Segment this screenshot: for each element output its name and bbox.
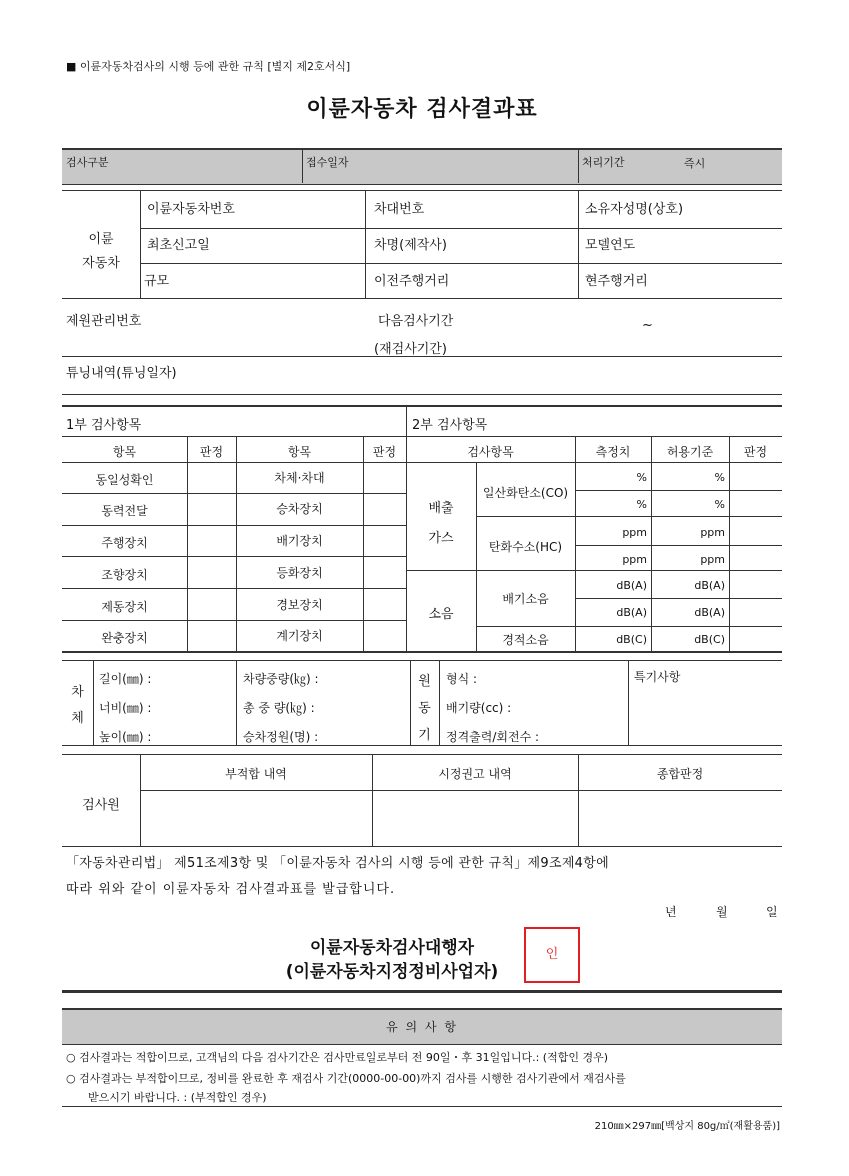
period-tilde: ~ (642, 318, 653, 333)
noise-group-label: 소음 (428, 607, 454, 622)
part1-item: 승차장치 (276, 502, 323, 516)
part1-item: 계기장치 (276, 629, 323, 643)
hc-measured-unit: ppm (622, 526, 647, 539)
part1-item: 완충장치 (101, 631, 148, 645)
length-label: 길이(㎜) : (99, 672, 152, 686)
part1-title: 1부 검사항목 (66, 418, 142, 433)
height-label: 높이(㎜) : (99, 730, 152, 744)
hc-limit-unit: ppm (700, 553, 725, 566)
engine-group-label: 원 동 기 (418, 674, 431, 743)
co-measured-unit: % (636, 471, 647, 484)
issuer-name: 이륜자동차검사대행자 (309, 938, 475, 958)
part1-item: 동일성확인 (95, 473, 154, 487)
co-limit-unit: % (714, 498, 725, 511)
note-item-2: ○ 검사결과는 부적합이므로, 정비를 완료한 후 재검사 기간(0000-00-00)까지 검사를 시행한 검사기관에서 재검사를 (66, 1072, 626, 1085)
current-mileage-label: 현주행거리 (585, 274, 648, 289)
capacity-label: 승차정원(명) : (243, 730, 319, 744)
part1-item: 차체·차대 (274, 471, 325, 485)
part1-item: 조향장치 (101, 568, 148, 582)
co-label: 일산화탄소(CO) (482, 486, 569, 500)
hc-limit-unit: ppm (700, 526, 725, 539)
owner-name-label: 소유자성명(상호) (585, 202, 684, 217)
co-measured-unit: % (636, 498, 647, 511)
inspection-type-label: 검사구분 (66, 156, 109, 169)
statement-line-2: 따라 위와 같이 이륜자동차 검사결과표를 발급합니다. (66, 882, 396, 897)
seal-box (524, 927, 580, 983)
exhaust-noise-limit-unit: dB(A) (694, 579, 725, 592)
date-year-label: 년 (665, 905, 677, 919)
correction-header: 시정권고 내역 (438, 767, 512, 781)
exhaust-noise-measured-unit: dB(A) (616, 579, 647, 592)
gross-weight-label: 총 중 량(㎏) : (243, 701, 315, 715)
part1-col-judge-left: 판정 (199, 445, 224, 459)
exhaust-noise-limit-unit: dB(A) (694, 606, 725, 619)
part1-item: 배기장치 (276, 534, 323, 548)
statement-line-1: 「자동차관리법」 제51조제3항 및 「이륜자동차 검사의 시행 등에 관한 규칙」제9조제4항에 (66, 856, 609, 871)
form-reference: ■ 이륜자동차검사의 시행 등에 관한 규칙 [별지 제2호서식] (66, 60, 351, 73)
part2-col-item: 검사항목 (467, 445, 514, 459)
reg-number-label: 이륜자동차번호 (147, 202, 235, 217)
note-item-2-cont: 받으시기 바랍니다. : (부적합인 경우) (88, 1091, 267, 1104)
notes-title: 유 의 사 항 (386, 1020, 458, 1034)
remarks-label: 특기사항 (634, 670, 681, 684)
part1-col-item-right: 항목 (287, 445, 312, 459)
hc-label: 탄화수소(HC) (488, 540, 563, 554)
part1-item: 경보장치 (276, 598, 323, 612)
co-limit-unit: % (714, 471, 725, 484)
processing-period-value: 즉시 (684, 157, 706, 170)
part2-col-measured: 측정치 (595, 445, 631, 459)
notes-header (62, 1008, 782, 1045)
frame-number-label: 차대번호 (374, 202, 425, 217)
note-item-1: ○ 검사결과는 적합이므로, 고객님의 다음 검사기간은 검사만료일로부터 전 90일・후 31일입니다.: (적합인 경우) (66, 1051, 608, 1064)
spec-number-label: 제원관리번호 (66, 314, 142, 329)
issuer-subtitle: (이륜자동차지정정비사업자) (285, 962, 499, 982)
recheck-period-label: (재검사기간) (374, 342, 447, 357)
inspector-label: 검사원 (82, 798, 120, 813)
exhaust-noise-measured-unit: dB(A) (616, 606, 647, 619)
paper-spec: 210㎜×297㎜[백상지 80g/㎡(재활용품)] (594, 1121, 780, 1132)
prev-mileage-label: 이전주행거리 (374, 274, 450, 289)
date-day-label: 일 (766, 905, 778, 919)
horn-noise-label: 경적소음 (502, 633, 549, 647)
overall-judgment-header: 종합판정 (656, 767, 704, 781)
model-year-label: 모델연도 (585, 238, 636, 253)
next-inspection-period-label: 다음검사기간 (378, 314, 454, 329)
part1-item: 주행장치 (101, 536, 148, 550)
model-name-label: 차명(제작사) (374, 238, 447, 253)
hc-measured-unit: ppm (622, 553, 647, 566)
vehicle-group-label: 이륜 자동차 (82, 232, 120, 271)
nonconformity-header: 부적합 내역 (225, 767, 287, 781)
page-title: 이륜자동차 검사결과표 (306, 97, 538, 122)
rated-output-label: 정격출력/회전수 : (446, 730, 540, 744)
horn-noise-limit-unit: dB(C) (694, 633, 725, 646)
part1-col-item-left: 항목 (112, 445, 137, 459)
processing-period-label: 처리기간 (582, 156, 625, 169)
exhaust-noise-label: 배기소음 (502, 592, 549, 606)
vehicle-weight-label: 차량중량(㎏) : (243, 672, 319, 686)
body-group-label: 차 체 (71, 685, 84, 726)
part1-item: 제동장치 (101, 600, 148, 614)
scale-label: 규모 (144, 274, 170, 289)
part1-item: 동력전달 (101, 504, 148, 518)
top-info-bar (62, 148, 782, 185)
tuning-history-label: 튜닝내역(튜닝일자) (66, 366, 177, 381)
first-report-date-label: 최초신고일 (147, 238, 210, 253)
part2-col-limit: 허용기준 (666, 445, 714, 459)
receipt-date-label: 접수일자 (306, 156, 349, 169)
date-month-label: 월 (716, 905, 728, 919)
displacement-label: 배기량(cc) : (446, 701, 512, 715)
part1-col-judge-right: 판정 (372, 445, 397, 459)
engine-type-label: 형식 : (446, 672, 478, 686)
part2-title: 2부 검사항목 (412, 418, 488, 433)
width-label: 너비(㎜) : (99, 701, 152, 715)
part1-item: 등화장치 (276, 566, 323, 580)
exhaust-gas-group-label: 배출 가스 (428, 501, 454, 546)
seal-label: 인 (545, 947, 559, 962)
part2-col-judge: 판정 (743, 445, 768, 459)
horn-noise-measured-unit: dB(C) (616, 633, 647, 646)
